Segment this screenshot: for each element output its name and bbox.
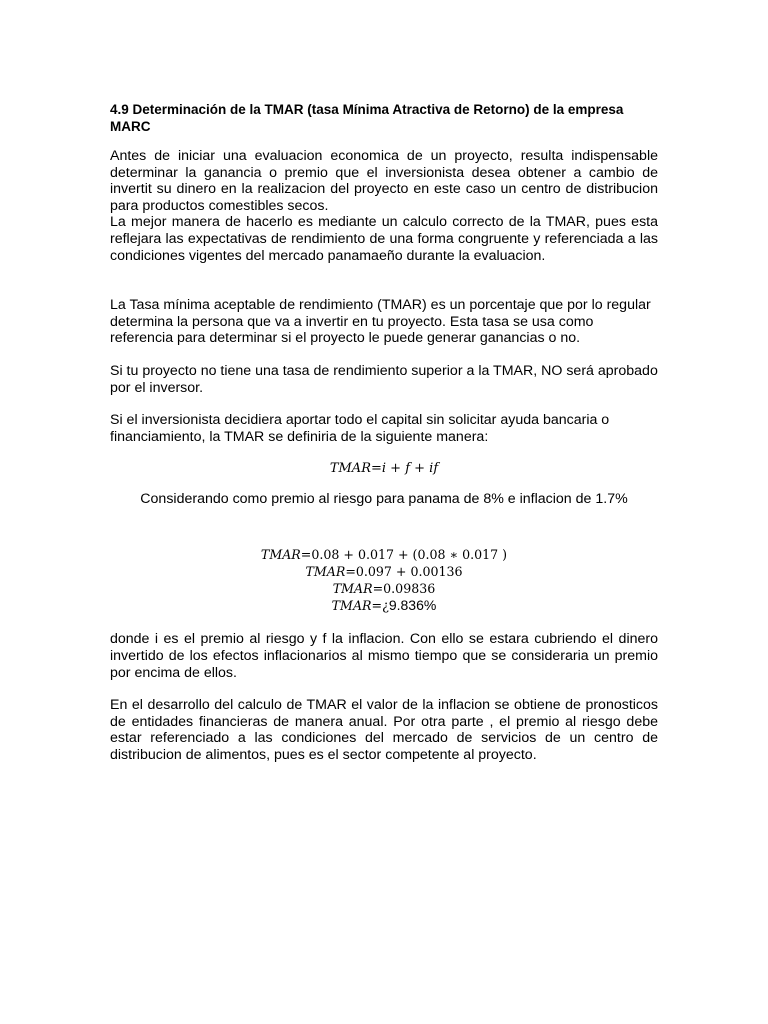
tmar-formula <box>110 460 658 477</box>
calc-line-2-lhs: TMAR <box>305 564 346 580</box>
calc-line-1-lhs: TMAR <box>260 547 301 563</box>
calc-line-4-lhs: TMAR <box>331 598 372 614</box>
paragraph-assumptions: Considerando como premio al riesgo para panama de 8% e inflacion de 1.7% <box>140 491 628 508</box>
calc-line-4 <box>110 597 658 614</box>
paragraph-definition: La Tasa mínima aceptable de rendimiento (TMAR) es un porcentaje que por lo regular determina la persona que va a invertir en tu proyecto. Esta tasa se usa como referencia para determinar si el proyecto le puede generar ganancias o no. <box>110 297 651 347</box>
heading-line-2: MARC <box>110 119 151 134</box>
paragraph-development: En el desarrollo del calculo de TMAR el valor de la inflacion se obtiene de pronosticos de entidades financieras de manera anual. Por otra parte , el premio al riesgo debe estar referenciado a las condiciones del mercado de servicios de un centro de distribucion de alimentos, pues es el sector competente al proyecto. <box>110 697 658 763</box>
paragraph-intro: Antes de iniciar una evaluacion economica de un proyecto, resulta indispensable determinar la ganancia o premio que el inversionista desea obtener a cambio de invertit su dinero en la realizacion del proyecto en este caso un centro de distribucion para productos comestibles secos. <box>110 148 658 214</box>
calc-line-2-rhs: =0.097 + 0.00136 <box>345 564 463 580</box>
calc-line-3-rhs: =0.09836 <box>372 581 436 597</box>
calc-line-4-pct: 9.836% <box>388 597 437 614</box>
paragraph-explanation: donde i es el premio al riesgo y f la inflacion. Con ello se estara cubriendo el dinero invertido de los efectos inflacionarios al mismo tiempo que se consideraria un premio por encima de ellos. <box>110 631 658 681</box>
heading-line-1: 4.9 Determinación de la TMAR (tasa Mínima Atractiva de Retorno) de la empresa <box>110 102 624 117</box>
formula-lhs: TMAR <box>329 461 371 477</box>
calc-line-3 <box>110 580 658 597</box>
paragraph-financing: Si el inversionista decidiera aportar todo el capital sin solicitar ayuda bancaria o financiamiento, la TMAR se definiria de la siguiente manera: <box>110 412 610 445</box>
document-page <box>110 101 658 763</box>
tmar-calculation <box>110 546 658 614</box>
calc-line-1-rhs: =0.08 + 0.017 + (0.08 ∗ 0.017 ) <box>300 547 508 563</box>
formula-rhs: =i + f + if <box>371 461 439 477</box>
calc-line-3-lhs: TMAR <box>332 581 373 597</box>
calc-line-2 <box>110 563 658 580</box>
spacer <box>110 681 658 697</box>
paragraph-approval: Si tu proyecto no tiene una tasa de rendimiento superior a la TMAR, NO será aprobado por el inversor. <box>110 362 658 396</box>
calc-line-1 <box>110 546 658 563</box>
spacer <box>110 264 658 297</box>
paragraph-method: La mejor manera de hacerlo es mediante un calculo correcto de la TMAR, pues esta reflejara las expectativas de rendimiento de una forma congruente y referenciada a las condiciones vigentes del mercado panamaeño durante la evaluacion. <box>110 214 658 264</box>
calc-line-4-eq: =¿ <box>371 598 389 614</box>
spacer <box>110 347 658 363</box>
section-heading <box>110 101 658 135</box>
spacer <box>110 396 658 412</box>
